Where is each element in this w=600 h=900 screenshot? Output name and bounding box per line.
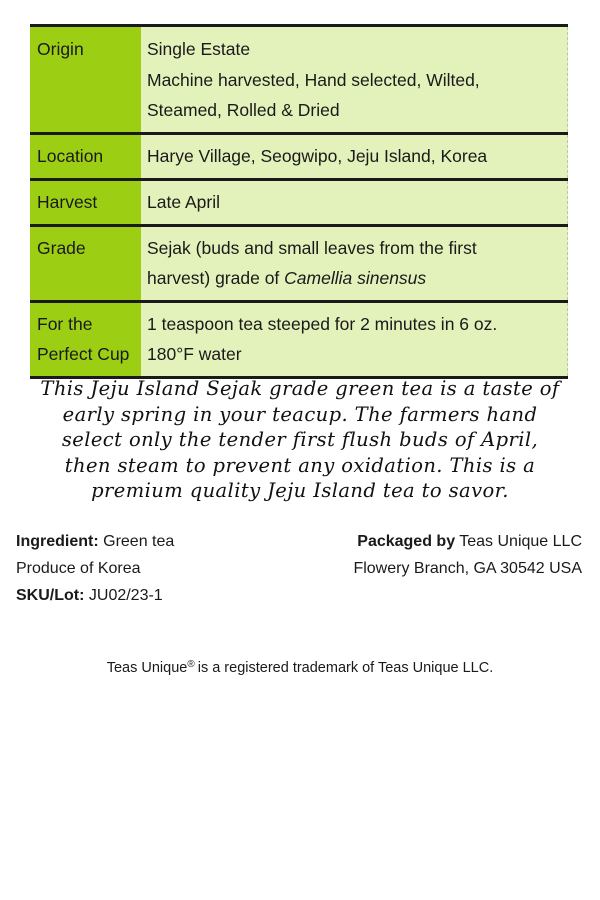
harvest-value: Late April [141, 179, 568, 225]
location-row [30, 133, 568, 179]
origin-line: Single Estate [147, 39, 251, 59]
description-line: select only the tender first flush buds of April, [61, 428, 539, 451]
perfect-cup-label [30, 301, 141, 377]
origin-line: Machine harvested, Hand selected, Wilted, [147, 69, 480, 90]
ingredient-line [16, 528, 174, 555]
grade-line: Sejak (buds and small leaves from the first [147, 237, 477, 258]
grade-label: Grade [30, 225, 141, 301]
description-line: early spring in your teacup. The farmers hand [62, 402, 538, 426]
ingredient-value: Green tea [98, 533, 175, 550]
ingredient-block [16, 528, 174, 609]
trademark-notice [0, 655, 600, 678]
packager-block [353, 528, 582, 582]
location-value: Harye Village, Seogwipo, Jeju Island, Korea [141, 133, 568, 179]
description-line: then steam to prevent any oxidation. This is a [64, 453, 536, 477]
trademark-brand: Teas Unique [106, 660, 188, 676]
origin-line: Steamed, Rolled & Dried [147, 100, 340, 120]
location-label: Location [30, 133, 141, 179]
packager-line [353, 528, 582, 555]
description-line: premium quality Jeju Island tea to savor. [91, 479, 509, 502]
packager-name: Teas Unique LLC [455, 533, 582, 550]
description-line: This Jeju Island Sejak grade green tea is a taste of [40, 377, 560, 400]
grade-prefix: harvest) grade of [147, 268, 285, 288]
perfect-cup-line: 1 teaspoon tea steeped for 2 minutes in 6 oz. [147, 313, 498, 334]
tea-description [22, 376, 578, 504]
grade-line [147, 263, 567, 294]
packager-address: Flowery Branch, GA 30542 USA [353, 560, 582, 577]
perfect-cup-label-line: For the [37, 313, 93, 334]
perfect-cup-label-line: Perfect Cup [37, 344, 130, 364]
sku-line [16, 582, 174, 609]
grade-value [141, 225, 568, 301]
produce-line: Produce of Korea [16, 560, 141, 577]
registered-symbol: ® [187, 659, 195, 670]
perfect-cup-row [30, 301, 568, 377]
sku-label: SKU/Lot: [16, 587, 85, 604]
species-name: Camellia sinensus [284, 268, 427, 288]
ingredient-label: Ingredient: [16, 533, 99, 550]
packager-label: Packaged by [357, 533, 456, 550]
harvest-row [30, 179, 568, 225]
harvest-label: Harvest [30, 179, 141, 225]
grade-row [30, 225, 568, 301]
trademark-text: is a registered trademark of Teas Unique LLC. [197, 660, 494, 676]
origin-row [30, 26, 568, 134]
perfect-cup-value [141, 301, 568, 377]
product-info-table [30, 24, 568, 379]
origin-value [141, 26, 568, 134]
origin-label: Origin [30, 26, 141, 134]
perfect-cup-line: 180°F water [147, 344, 242, 364]
sku-value: JU02/23-1 [84, 587, 163, 604]
